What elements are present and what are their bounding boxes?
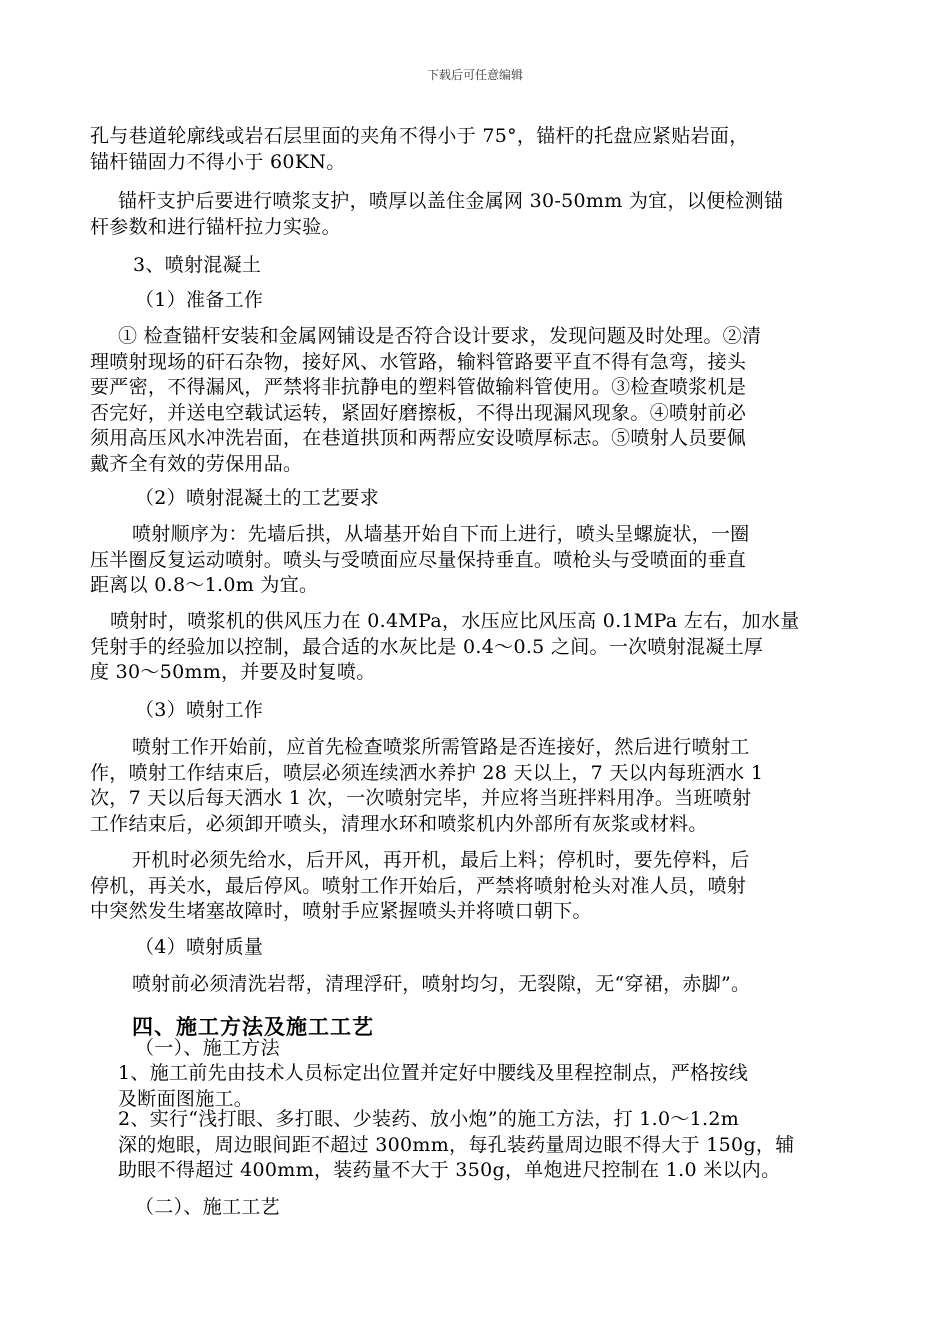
text-line: 锚杆锚固力不得小于 60KN。 [90,150,346,173]
text-line: 次，7 天以后每天洒水 1 次，一次喷射完毕，并应将当班拌料用净。当班喷射 [90,787,752,809]
text-line: 3、喷射混凝土 [133,254,262,276]
text-line: 停机，再关水，最后停风。喷射工作开始后，严禁将喷射枪头对准人员，喷射 [90,874,747,897]
text-line: 理喷射现场的矸石杂物，接好风、水管路，输料管路要平直不得有急弯，接头 [90,350,747,373]
text-line: 喷射时，喷浆机的供风压力在 0.4MPa，水压应比风压高 0.1MPa 左右，加水量 [110,610,800,632]
text-line: 孔与巷道轮廓线或岩石层里面的夹角不得小于 75°，锚杆的托盘应紧贴岩面， [90,125,749,147]
text-line: 中突然发生堵塞故障时，喷射手应紧握喷头并将喷口朝下。 [90,900,592,922]
text-line: （二）、施工工艺 [135,1196,280,1218]
paragraph [90,189,860,240]
section-heading [133,253,261,279]
text-line: 喷射顺序为：先墙后拱，从墙基开始自下而上进行，喷头呈螺旋状，一圈 [132,523,750,545]
text-line: 距离以 0.8～1.0m 为宜。 [90,574,319,596]
subsection-heading [135,1036,280,1062]
paragraph [90,324,860,477]
text-line: （4）喷射质量 [135,936,264,958]
text-line: 凭射手的经验加以控制，最合适的水灰比是 0.4～0.5 之间。一次喷射混凝土厚 [90,635,764,658]
text-line: 开机时必须先给水，后开风，再开机，最后上料；停机时，要先停料，后 [132,849,750,871]
paragraph [90,609,860,686]
text-line: 戴齐全有效的劳保用品。 [90,452,303,475]
paragraph [90,522,860,599]
paragraph [90,848,860,925]
subsection-heading [135,288,263,314]
text-line: 2、实行“浅打眼、多打眼、少装药、放小炮”的施工方法，打 1.0～1.2m [118,1108,740,1130]
text-line: 压半圈反复运动喷射。喷头与受喷面应尽量保持垂直。喷枪头与受喷面的垂直 [90,548,747,571]
subsection-heading [135,698,263,724]
text-line: 助眼不得超过 400mm，装药量不大于 350g，单炮进尺控制在 1.0 米以内。 [118,1159,781,1181]
text-line: 锚杆支护后要进行喷浆支护，喷厚以盖住金属网 30-50mm 为宜，以便检测锚 [118,190,784,212]
paragraph [132,972,862,998]
text-line: 度 30～50mm，并要及时复喷。 [90,661,376,683]
text-line: 喷射前必须清洗岩帮，清理浮矸，喷射均匀，无裂隙，无“穿裙，赤脚”。 [132,973,751,995]
subsection-heading [135,935,263,961]
text-line: （一）、施工方法 [135,1037,280,1059]
text-line: 喷射工作开始前，应首先检查喷浆所需管路是否连接好，然后进行喷射工 [132,736,750,758]
text-line: 作，喷射工作结束后，喷层必须连续洒水养护 28 天以上，7 天以内每班洒水 1 [90,761,764,784]
paragraph [118,1107,858,1184]
text-line: 须用高压风水冲洗岩面，在巷道拱顶和两帮应安设喷厚标志。⑤喷射人员要佩 [90,427,747,449]
text-line: （3）喷射工作 [135,699,264,721]
text-line: （2）喷射混凝土的工艺要求 [135,487,379,509]
subsection-heading [135,486,379,512]
paragraph [90,124,860,175]
text-line: 否完好，并送电空载试运转，紧固好磨擦板，不得出现漏风现象。④喷射前必 [90,401,747,424]
text-line: 深的炮眼，周边眼间距不超过 300mm，每孔装药量周边眼不得大于 150g，辅 [118,1133,795,1156]
text-line: 杆参数和进行锚杆拉力实验。 [90,215,341,238]
text-line: 及断面图施工。 [118,1087,254,1110]
text-line: 1、施工前先由技术人员标定出位置并定好中腰线及里程控制点，严格按线 [118,1062,748,1084]
text-line: 要严密，不得漏风，严禁将非抗静电的塑料管做输料管使用。③检查喷浆机是 [90,376,747,398]
text-line: ① 检查锚杆安装和金属网铺设是否符合设计要求，发现问题及时处理。②清 [118,325,762,347]
paragraph [118,1061,858,1112]
text-line: （1）准备工作 [135,289,264,311]
subsection-heading [135,1195,280,1221]
chapter-heading: 四、施工方法及施工工艺 [132,1015,374,1039]
page-header: 下载后可任意编辑 [426,68,523,82]
paragraph [90,735,860,837]
text-line: 工作结束后，必须卸开喷头，清理水环和喷浆机内外部所有灰浆或材料。 [90,812,708,835]
